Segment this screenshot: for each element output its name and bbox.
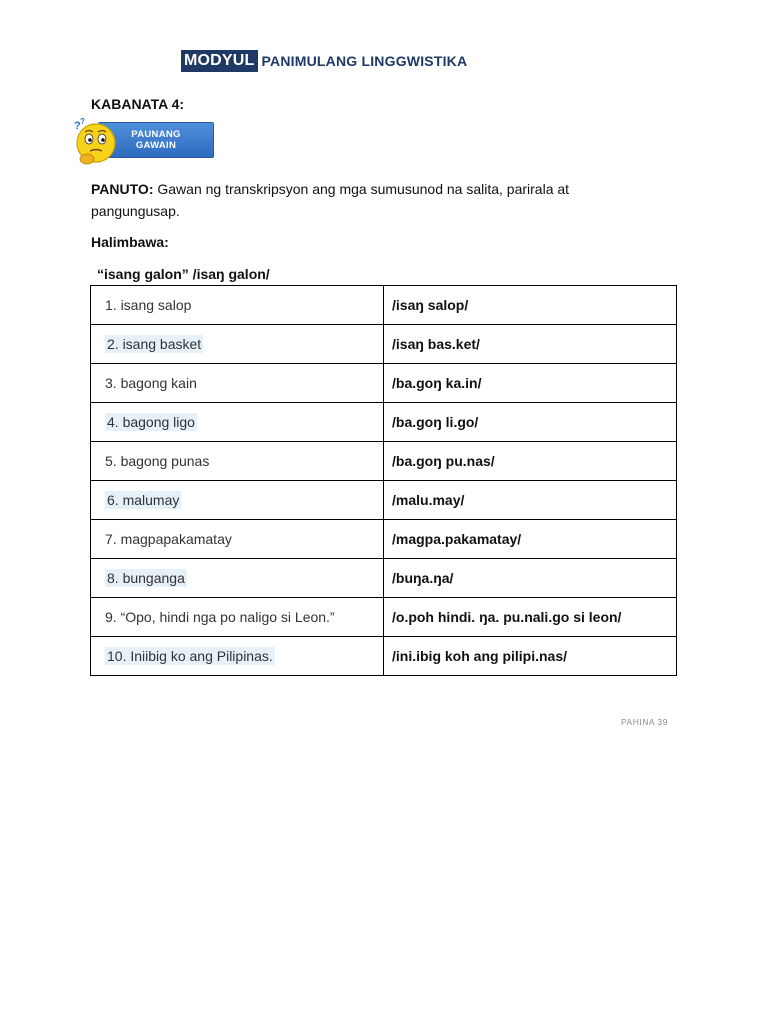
phrase-cell bbox=[91, 520, 384, 559]
table-row bbox=[91, 559, 677, 598]
page-number: PAHINA 39 bbox=[621, 717, 668, 727]
phrase-cell bbox=[91, 442, 384, 481]
phrase-cell bbox=[91, 403, 384, 442]
table-row bbox=[91, 364, 677, 403]
phrase-cell bbox=[91, 325, 384, 364]
phrase-text: 4. bagong ligo bbox=[107, 414, 195, 430]
banner-line-2: GAWAIN bbox=[135, 140, 177, 151]
phrase-text: 6. malumay bbox=[107, 492, 180, 508]
transcription-cell: /malu.may/ bbox=[384, 481, 677, 520]
phrase-text: 7. magpapakamatay bbox=[105, 531, 232, 547]
banner-line-1: PAUNANG bbox=[131, 129, 181, 140]
table-row bbox=[91, 637, 677, 676]
example-label: Halimbawa: bbox=[91, 234, 169, 250]
phrase-text: 5. bagong punas bbox=[105, 453, 210, 469]
table-row bbox=[91, 481, 677, 520]
paunang-gawain-banner bbox=[68, 115, 214, 173]
phrase-text: 9. “Opo, hindi nga po naligo si Leon.” bbox=[105, 609, 335, 625]
phrase-cell bbox=[91, 559, 384, 598]
instructions-text: Gawan ng transkripsyon ang mga sumusunod na salita, parirala at pangungusap. bbox=[91, 181, 570, 219]
phrase-text: 10. Iniibig ko ang Pilipinas. bbox=[107, 648, 273, 664]
svg-text:?: ? bbox=[74, 120, 81, 132]
transcription-cell: /o.poh hindi. ŋa. pu.nali.go si leon/ bbox=[384, 598, 677, 637]
table-row bbox=[91, 403, 677, 442]
transcription-cell: /isaŋ salop/ bbox=[384, 286, 677, 325]
thinking-smiley-icon bbox=[72, 117, 120, 169]
chapter-heading: KABANATA 4: bbox=[91, 96, 185, 112]
table-row bbox=[91, 520, 677, 559]
phrase-cell bbox=[91, 637, 384, 676]
transcription-cell: /isaŋ bas.ket/ bbox=[384, 325, 677, 364]
phrase-cell bbox=[91, 364, 384, 403]
transcription-table bbox=[90, 285, 677, 676]
table-row bbox=[91, 286, 677, 325]
phrase-text: 2. isang basket bbox=[107, 336, 202, 352]
transcription-cell: /buŋa.ŋa/ bbox=[384, 559, 677, 598]
transcription-cell: /ini.ibig koh ang pilipi.nas/ bbox=[384, 637, 677, 676]
instructions-label: PANUTO: bbox=[91, 181, 154, 197]
subject-title: PANIMULANG LINGGWISTIKA bbox=[261, 53, 468, 69]
transcription-cell: /ba.goŋ pu.nas/ bbox=[384, 442, 677, 481]
instructions-paragraph bbox=[91, 178, 651, 222]
phrase-text: 1. isang salop bbox=[105, 297, 192, 313]
phrase-cell bbox=[91, 481, 384, 520]
transcription-cell: /magpa.pakamatay/ bbox=[384, 520, 677, 559]
page-header bbox=[181, 50, 467, 72]
table-row bbox=[91, 598, 677, 637]
phrase-text: 8. bunganga bbox=[107, 570, 185, 586]
module-label: MODYUL bbox=[181, 50, 258, 72]
phrase-cell bbox=[91, 286, 384, 325]
transcription-cell: /ba.goŋ li.go/ bbox=[384, 403, 677, 442]
phrase-cell bbox=[91, 598, 384, 637]
table-row bbox=[91, 325, 677, 364]
phrase-text: 3. bagong kain bbox=[105, 375, 197, 391]
svg-text:?: ? bbox=[80, 117, 85, 126]
transcription-cell: /ba.goŋ ka.in/ bbox=[384, 364, 677, 403]
example-text: “isang galon” /isaŋ galon/ bbox=[97, 266, 270, 282]
table-row bbox=[91, 442, 677, 481]
